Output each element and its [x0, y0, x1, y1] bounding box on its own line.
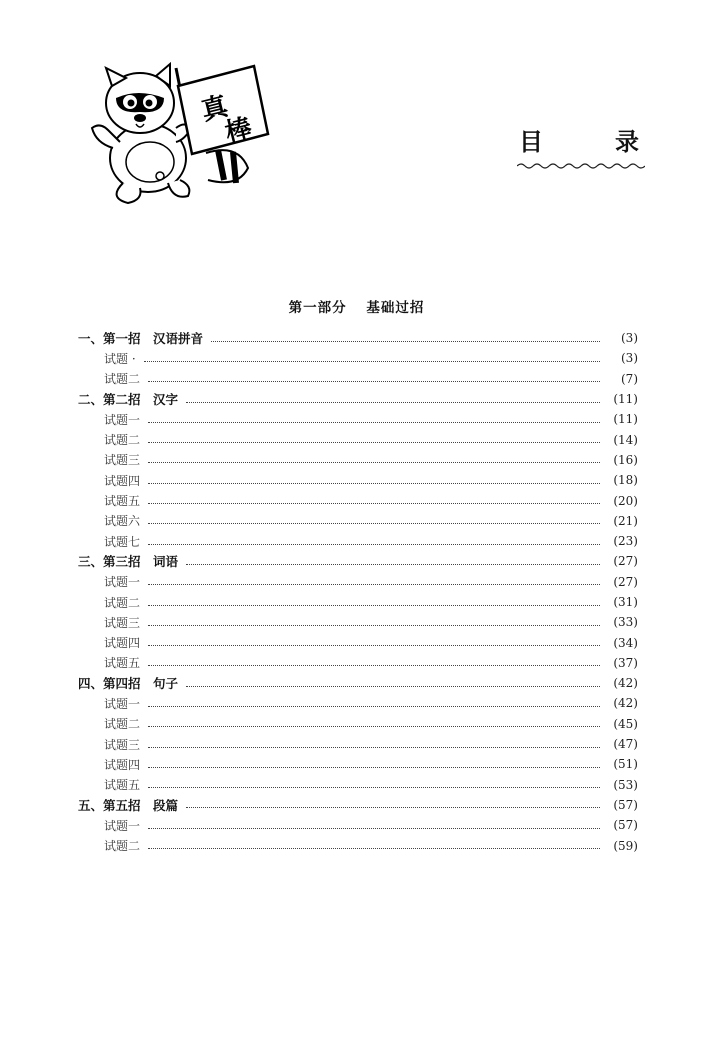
- toc-label: 五、第五招 段篇: [78, 797, 179, 813]
- toc-entry[interactable]: [78, 369, 638, 389]
- toc-entry[interactable]: [78, 775, 638, 795]
- toc-leader-dots: [186, 807, 600, 808]
- toc-label: 试题二: [104, 372, 141, 387]
- toc-list: [78, 328, 638, 856]
- toc-page-number: (23): [613, 534, 638, 549]
- toc-leader-dots: [148, 523, 600, 524]
- toc-page-number: (18): [613, 473, 638, 488]
- toc-label: 试题二: [104, 717, 141, 732]
- toc-label: 一、第一招 汉语拼音: [78, 331, 204, 347]
- title-char-2: 录: [615, 128, 639, 156]
- toc-entry[interactable]: [78, 835, 638, 855]
- part-heading: 第一部分 基础过招: [288, 300, 425, 316]
- toc-entry[interactable]: [78, 592, 638, 612]
- toc-leader-dots: [148, 645, 600, 646]
- toc-label: 三、第三招 词语: [78, 554, 179, 570]
- toc-label: 试题二: [104, 839, 141, 854]
- toc-page-number: (53): [613, 777, 638, 792]
- toc-page-number: (34): [613, 635, 638, 650]
- toc-label: 试题一: [104, 818, 141, 833]
- toc-label: 试题四: [104, 473, 141, 488]
- toc-entry[interactable]: [78, 632, 638, 652]
- toc-leader-dots: [211, 341, 600, 342]
- toc-entry[interactable]: [78, 470, 638, 490]
- toc-page-number: (11): [613, 412, 638, 427]
- toc-label: 试题一: [104, 412, 141, 427]
- toc-page-number: (21): [613, 513, 638, 528]
- toc-leader-dots: [148, 483, 600, 484]
- toc-leader-dots: [148, 442, 600, 443]
- toc-label: 试题三: [104, 615, 141, 630]
- toc-leader-dots: [148, 726, 600, 727]
- toc-label: 试题三: [104, 737, 141, 752]
- toc-leader-dots: [186, 564, 600, 565]
- raccoon-head: [106, 64, 174, 133]
- toc-label: 试题六: [104, 514, 141, 529]
- toc-page-number: (42): [613, 696, 638, 711]
- toc-page-number: (3): [621, 331, 638, 346]
- toc-label: 试题五: [104, 778, 141, 793]
- page-title-text: [515, 128, 639, 156]
- toc-page-number: (27): [613, 574, 638, 589]
- toc-leader-dots: [186, 686, 600, 687]
- sign-char-1: 真: [198, 91, 231, 127]
- toc-page-number: (47): [613, 737, 638, 752]
- toc-label: 试题七: [104, 534, 141, 549]
- toc-leader-dots: [148, 787, 600, 788]
- toc-page-number: (59): [613, 838, 638, 853]
- toc-entry-chapter-3[interactable]: [78, 551, 638, 571]
- title-underline-decoration: [517, 161, 645, 171]
- toc-entry[interactable]: [78, 693, 638, 713]
- raccoon-tail: [206, 150, 248, 183]
- raccoon-mascot-illustration: [78, 58, 278, 208]
- toc-page-number: (11): [613, 392, 638, 407]
- mascot-sign: [178, 66, 268, 154]
- toc-leader-dots: [148, 747, 600, 748]
- toc-leader-dots: [148, 665, 600, 666]
- toc-page-number: (16): [613, 452, 638, 467]
- toc-label: 试题三: [104, 453, 141, 468]
- toc-entry[interactable]: [78, 511, 638, 531]
- toc-entry[interactable]: [78, 531, 638, 551]
- toc-label: 试题二: [104, 433, 141, 448]
- toc-leader-dots: [148, 462, 600, 463]
- toc-page-number: (20): [613, 493, 638, 508]
- toc-entry-chapter-5[interactable]: [78, 795, 638, 815]
- toc-entry[interactable]: [78, 409, 638, 429]
- toc-leader-dots: [148, 848, 600, 849]
- toc-entry[interactable]: [78, 815, 638, 835]
- toc-label: 试题四: [104, 757, 141, 772]
- toc-leader-dots: [148, 767, 600, 768]
- toc-page-number: (3): [621, 351, 638, 366]
- toc-label: 试题一: [104, 575, 141, 590]
- toc-entry[interactable]: [78, 754, 638, 774]
- toc-entry[interactable]: [78, 450, 638, 470]
- toc-page-number: (57): [613, 818, 638, 833]
- toc-leader-dots: [148, 605, 600, 606]
- toc-leader-dots: [148, 584, 600, 585]
- sign-char-2: 棒: [222, 113, 255, 149]
- toc-page-number: (42): [613, 676, 638, 691]
- toc-entry-chapter-2[interactable]: [78, 389, 638, 409]
- toc-leader-dots: [144, 361, 600, 362]
- toc-leader-dots: [148, 381, 600, 382]
- toc-leader-dots: [148, 625, 600, 626]
- toc-entry[interactable]: [78, 653, 638, 673]
- toc-page-number: (57): [613, 797, 638, 812]
- toc-page-number: (51): [613, 757, 638, 772]
- toc-entry[interactable]: [78, 429, 638, 449]
- toc-leader-dots: [186, 402, 600, 403]
- toc-entry[interactable]: [78, 734, 638, 754]
- toc-entry-chapter-4[interactable]: [78, 673, 638, 693]
- toc-entry[interactable]: [78, 348, 638, 368]
- toc-label: 试题 ·: [104, 351, 136, 366]
- toc-label: 二、第二招 汉字: [78, 392, 179, 408]
- toc-entry[interactable]: [78, 714, 638, 734]
- toc-entry[interactable]: [78, 490, 638, 510]
- toc-label: 四、第四招 句子: [78, 676, 179, 692]
- toc-label: 试题四: [104, 636, 141, 651]
- toc-label: 试题五: [104, 494, 141, 509]
- toc-leader-dots: [148, 422, 600, 423]
- page-title: [515, 128, 650, 180]
- toc-page-number: (33): [613, 615, 638, 630]
- toc-leader-dots: [148, 828, 600, 829]
- toc-entry[interactable]: [78, 612, 638, 632]
- toc-entry[interactable]: [78, 572, 638, 592]
- toc-leader-dots: [148, 706, 600, 707]
- toc-page-number: (14): [613, 432, 638, 447]
- toc-leader-dots: [148, 503, 600, 504]
- toc-page-number: (45): [613, 716, 638, 731]
- toc-entry-chapter-1[interactable]: [78, 328, 638, 348]
- toc-label: 试题一: [104, 696, 141, 711]
- toc-label: 试题二: [104, 595, 141, 610]
- toc-leader-dots: [148, 544, 600, 545]
- toc-page-number: (37): [613, 655, 638, 670]
- toc-page-number: (27): [613, 554, 638, 569]
- toc-label: 试题五: [104, 656, 141, 671]
- toc-page-number: (31): [613, 595, 638, 609]
- toc-page-number: (7): [621, 371, 638, 386]
- title-char-1: 目: [519, 128, 543, 156]
